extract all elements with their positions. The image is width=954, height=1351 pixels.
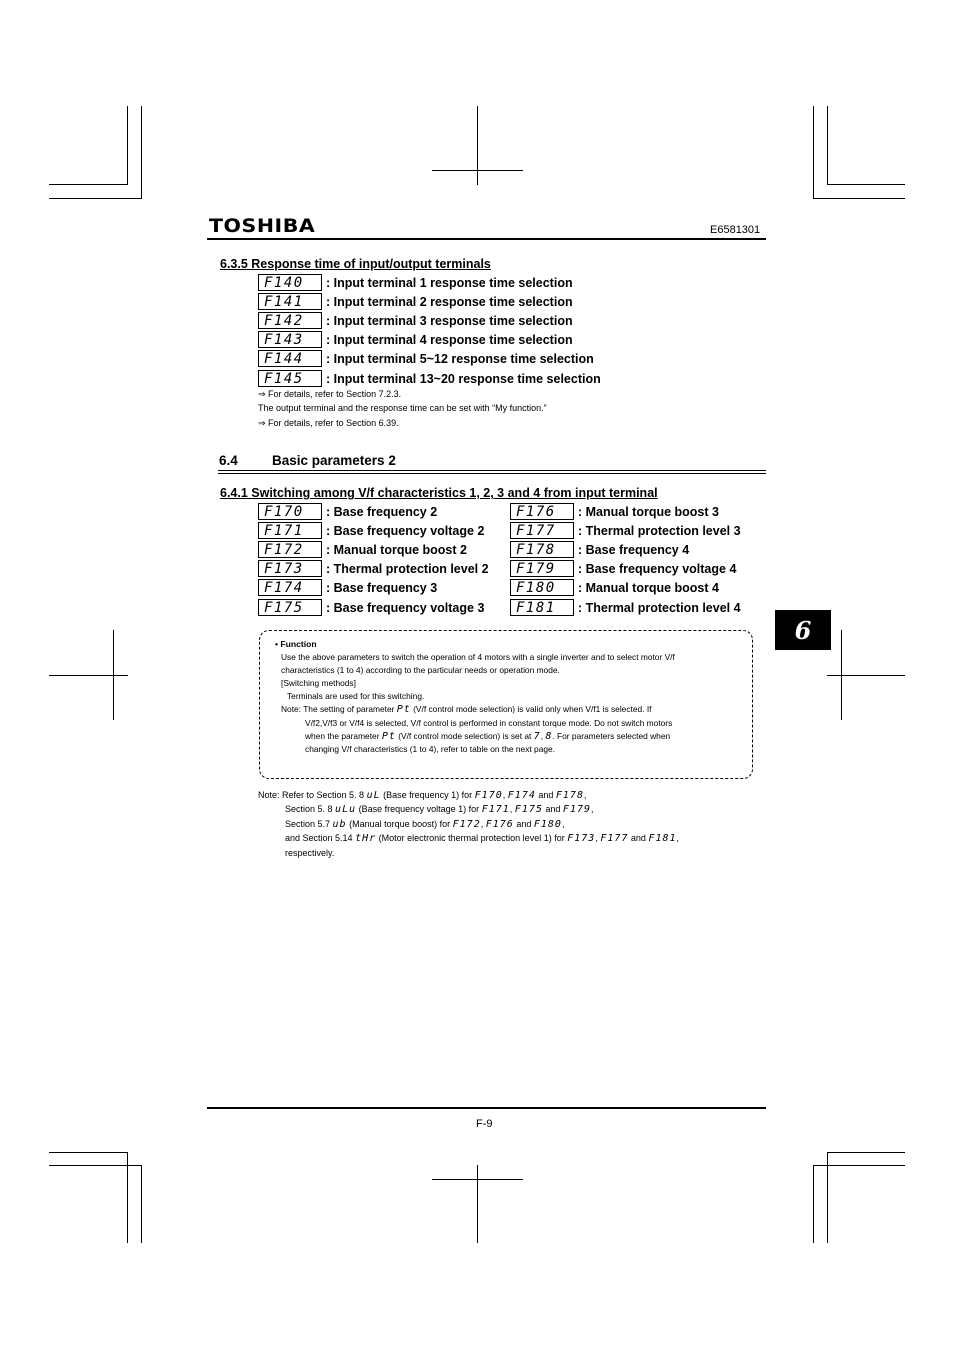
param-code-box bbox=[510, 579, 574, 596]
page-number: F-9 bbox=[476, 1118, 493, 1130]
note-text: and Section 5.14 bbox=[285, 833, 356, 843]
note-text: Note: Refer to Section 5. 8 bbox=[258, 790, 367, 800]
param-code: F142 bbox=[264, 312, 304, 329]
function-heading: • Function bbox=[275, 639, 317, 649]
param-row bbox=[258, 579, 437, 596]
param-code-box bbox=[258, 350, 322, 367]
param-row bbox=[510, 541, 689, 558]
function-note bbox=[305, 731, 670, 742]
param-code: F173 bbox=[264, 560, 304, 577]
param-code: Pt bbox=[396, 704, 411, 715]
param-code-box bbox=[258, 599, 322, 616]
param-code: F175 bbox=[264, 599, 304, 616]
note-text: , bbox=[480, 819, 486, 829]
bottom-note-line: respectively. bbox=[285, 848, 335, 858]
switching-methods-heading: [Switching methods] bbox=[281, 678, 356, 688]
bottom-note-line bbox=[285, 804, 594, 815]
param-code: F178 bbox=[555, 790, 584, 801]
note-text: , bbox=[591, 804, 594, 814]
param-code: F180 bbox=[533, 819, 562, 830]
param-label: : Base frequency voltage 2 bbox=[326, 523, 485, 538]
param-row bbox=[510, 503, 719, 520]
note-text: (Motor electronic thermal protection level 1) for bbox=[376, 833, 568, 843]
param-code: F181 bbox=[648, 833, 677, 844]
param-label: : Thermal protection level 4 bbox=[578, 600, 741, 615]
param-code: F145 bbox=[264, 370, 304, 387]
param-label: : Input terminal 3 response time selection bbox=[326, 313, 573, 328]
note-text: (Base frequency voltage 1) for bbox=[356, 804, 482, 814]
param-code: F144 bbox=[264, 350, 304, 367]
function-note bbox=[281, 704, 651, 715]
param-code: F174 bbox=[264, 579, 304, 596]
param-code: F141 bbox=[264, 293, 304, 310]
note-text: and bbox=[535, 790, 556, 800]
param-row bbox=[258, 541, 467, 558]
function-text: Terminals are used for this switching. bbox=[287, 691, 425, 701]
param-row bbox=[510, 522, 741, 539]
note-text: , bbox=[502, 790, 508, 800]
bottom-note-line bbox=[285, 833, 679, 844]
param-label: : Base frequency voltage 3 bbox=[326, 600, 485, 615]
param-label: : Input terminal 4 response time selection bbox=[326, 332, 573, 347]
param-row bbox=[258, 350, 594, 367]
param-code: F170 bbox=[264, 503, 304, 520]
function-note: V/f2,V/f3 or V/f4 is selected, V/f control is performed in constant torque mode. Do not switch motors bbox=[305, 718, 673, 728]
param-code-box bbox=[258, 560, 322, 577]
param-row bbox=[258, 599, 484, 616]
param-label: : Manual torque boost 3 bbox=[578, 504, 719, 519]
param-label: : Manual torque boost 2 bbox=[326, 542, 467, 557]
param-code: F179 bbox=[516, 560, 556, 577]
note-text: , bbox=[676, 833, 680, 843]
section-rule bbox=[218, 473, 766, 474]
param-code-box bbox=[510, 560, 574, 577]
section-6-4-number: 6.4 bbox=[219, 453, 238, 468]
param-row bbox=[510, 579, 719, 596]
param-code-box bbox=[258, 541, 322, 558]
param-label: : Base frequency 2 bbox=[326, 504, 438, 519]
note-text: when the parameter bbox=[305, 731, 382, 741]
param-label: : Base frequency 3 bbox=[326, 580, 438, 595]
note-text: and bbox=[542, 804, 563, 814]
output-terminal-note: The output terminal and the response time can be set with “My function.” bbox=[258, 403, 547, 413]
param-code: ub bbox=[332, 819, 347, 830]
param-code: F171 bbox=[264, 522, 304, 539]
note-text: , bbox=[561, 819, 565, 829]
param-code-box bbox=[258, 579, 322, 596]
param-value: 7 bbox=[533, 731, 541, 742]
param-code: F143 bbox=[264, 331, 304, 348]
param-code-box bbox=[258, 370, 322, 387]
param-row bbox=[258, 312, 573, 329]
note-text: and bbox=[513, 819, 534, 829]
param-label: : Input terminal 1 response time selection bbox=[326, 275, 573, 290]
section-6-4-title: Basic parameters 2 bbox=[272, 453, 396, 468]
function-text: characteristics (1 to 4) according to the particular needs or operation mode. bbox=[281, 665, 560, 675]
param-row bbox=[258, 503, 437, 520]
param-label: : Thermal protection level 3 bbox=[578, 523, 741, 538]
note-text: Section 5. 8 bbox=[285, 804, 336, 814]
chapter-tab: 6 bbox=[775, 610, 831, 650]
param-label: : Input terminal 5~12 response time selection bbox=[326, 351, 594, 366]
note-text: (V/f control mode selection) is valid only when V/f1 is selected. If bbox=[410, 704, 652, 714]
section-6-3-5-title: 6.3.5 Response time of input/output terminals bbox=[220, 257, 491, 271]
param-row bbox=[258, 370, 601, 387]
param-row bbox=[510, 560, 736, 577]
note-text: , bbox=[595, 833, 601, 843]
param-label: : Base frequency 4 bbox=[578, 542, 690, 557]
param-code: F173 bbox=[567, 833, 596, 844]
note-text: . For parameters selected when bbox=[552, 731, 671, 741]
note-text: , bbox=[509, 804, 515, 814]
section-rule bbox=[218, 470, 766, 471]
param-row bbox=[258, 331, 573, 348]
param-row bbox=[258, 560, 489, 577]
param-code: F171 bbox=[481, 804, 510, 815]
param-code-box bbox=[258, 503, 322, 520]
param-row bbox=[258, 293, 573, 310]
param-code: uLu bbox=[335, 804, 357, 815]
param-label: : Thermal protection level 2 bbox=[326, 561, 489, 576]
param-label: : Input terminal 2 response time selection bbox=[326, 294, 573, 309]
footer-rule bbox=[207, 1107, 766, 1109]
param-code-box bbox=[258, 293, 322, 310]
function-text: Use the above parameters to switch the operation of 4 motors with a single inverter and to select motor V/f bbox=[281, 652, 675, 662]
param-code: F181 bbox=[516, 599, 556, 616]
param-code: F179 bbox=[562, 804, 592, 815]
section-6-4-1-title: 6.4.1 Switching among V/f characteristics 1, 2, 3 and 4 from input terminal bbox=[220, 486, 658, 500]
param-code: F172 bbox=[452, 819, 481, 830]
toshiba-logo: TOSHIBA bbox=[209, 215, 316, 237]
param-label: : Manual torque boost 4 bbox=[578, 580, 719, 595]
note-text: , bbox=[583, 790, 587, 800]
reference-note: ⇒ For details, refer to Section 7.2.3. bbox=[258, 389, 402, 399]
param-code-box bbox=[510, 503, 574, 520]
param-code-box bbox=[510, 599, 574, 616]
bottom-note-line bbox=[258, 790, 587, 801]
note-text: , bbox=[540, 731, 546, 741]
param-label: : Input terminal 13~20 response time selection bbox=[326, 371, 601, 386]
param-code: uL bbox=[366, 790, 381, 801]
note-text: (V/f control mode selection) is set at bbox=[395, 731, 534, 741]
param-value: 8 bbox=[545, 731, 553, 742]
function-note: changing V/f characteristics (1 to 4), refer to table on the next page. bbox=[305, 744, 555, 754]
note-text: Note: The setting of parameter bbox=[281, 704, 397, 714]
bottom-note-line bbox=[285, 819, 564, 830]
header-rule bbox=[207, 238, 766, 240]
param-code: tHr bbox=[355, 833, 377, 844]
param-code: F177 bbox=[600, 833, 629, 844]
param-code-box bbox=[258, 274, 322, 291]
param-code: F140 bbox=[264, 274, 304, 291]
param-code-box bbox=[510, 541, 574, 558]
param-label: : Base frequency voltage 4 bbox=[578, 561, 737, 576]
note-text: and bbox=[628, 833, 649, 843]
param-code: F172 bbox=[264, 541, 304, 558]
param-code-box bbox=[510, 522, 574, 539]
param-row bbox=[258, 274, 573, 291]
param-code: F170 bbox=[474, 790, 503, 801]
param-code: F180 bbox=[516, 579, 556, 596]
param-row bbox=[258, 522, 484, 539]
param-code: F174 bbox=[507, 790, 536, 801]
note-text: (Base frequency 1) for bbox=[380, 790, 475, 800]
param-row bbox=[510, 599, 741, 616]
param-code: Pt bbox=[381, 731, 396, 742]
param-code-box bbox=[258, 522, 322, 539]
param-code: F178 bbox=[516, 541, 556, 558]
param-code: F176 bbox=[485, 819, 514, 830]
param-code-box bbox=[258, 312, 322, 329]
param-code: F175 bbox=[514, 804, 543, 815]
document-id: E6581301 bbox=[710, 224, 761, 236]
param-code: F177 bbox=[516, 522, 556, 539]
note-text: (Manual torque boost) for bbox=[346, 819, 453, 829]
param-code-box bbox=[258, 331, 322, 348]
param-code: F176 bbox=[516, 503, 556, 520]
reference-note: ⇒ For details, refer to Section 6.39. bbox=[258, 418, 399, 428]
note-text: Section 5.7 bbox=[285, 819, 333, 829]
